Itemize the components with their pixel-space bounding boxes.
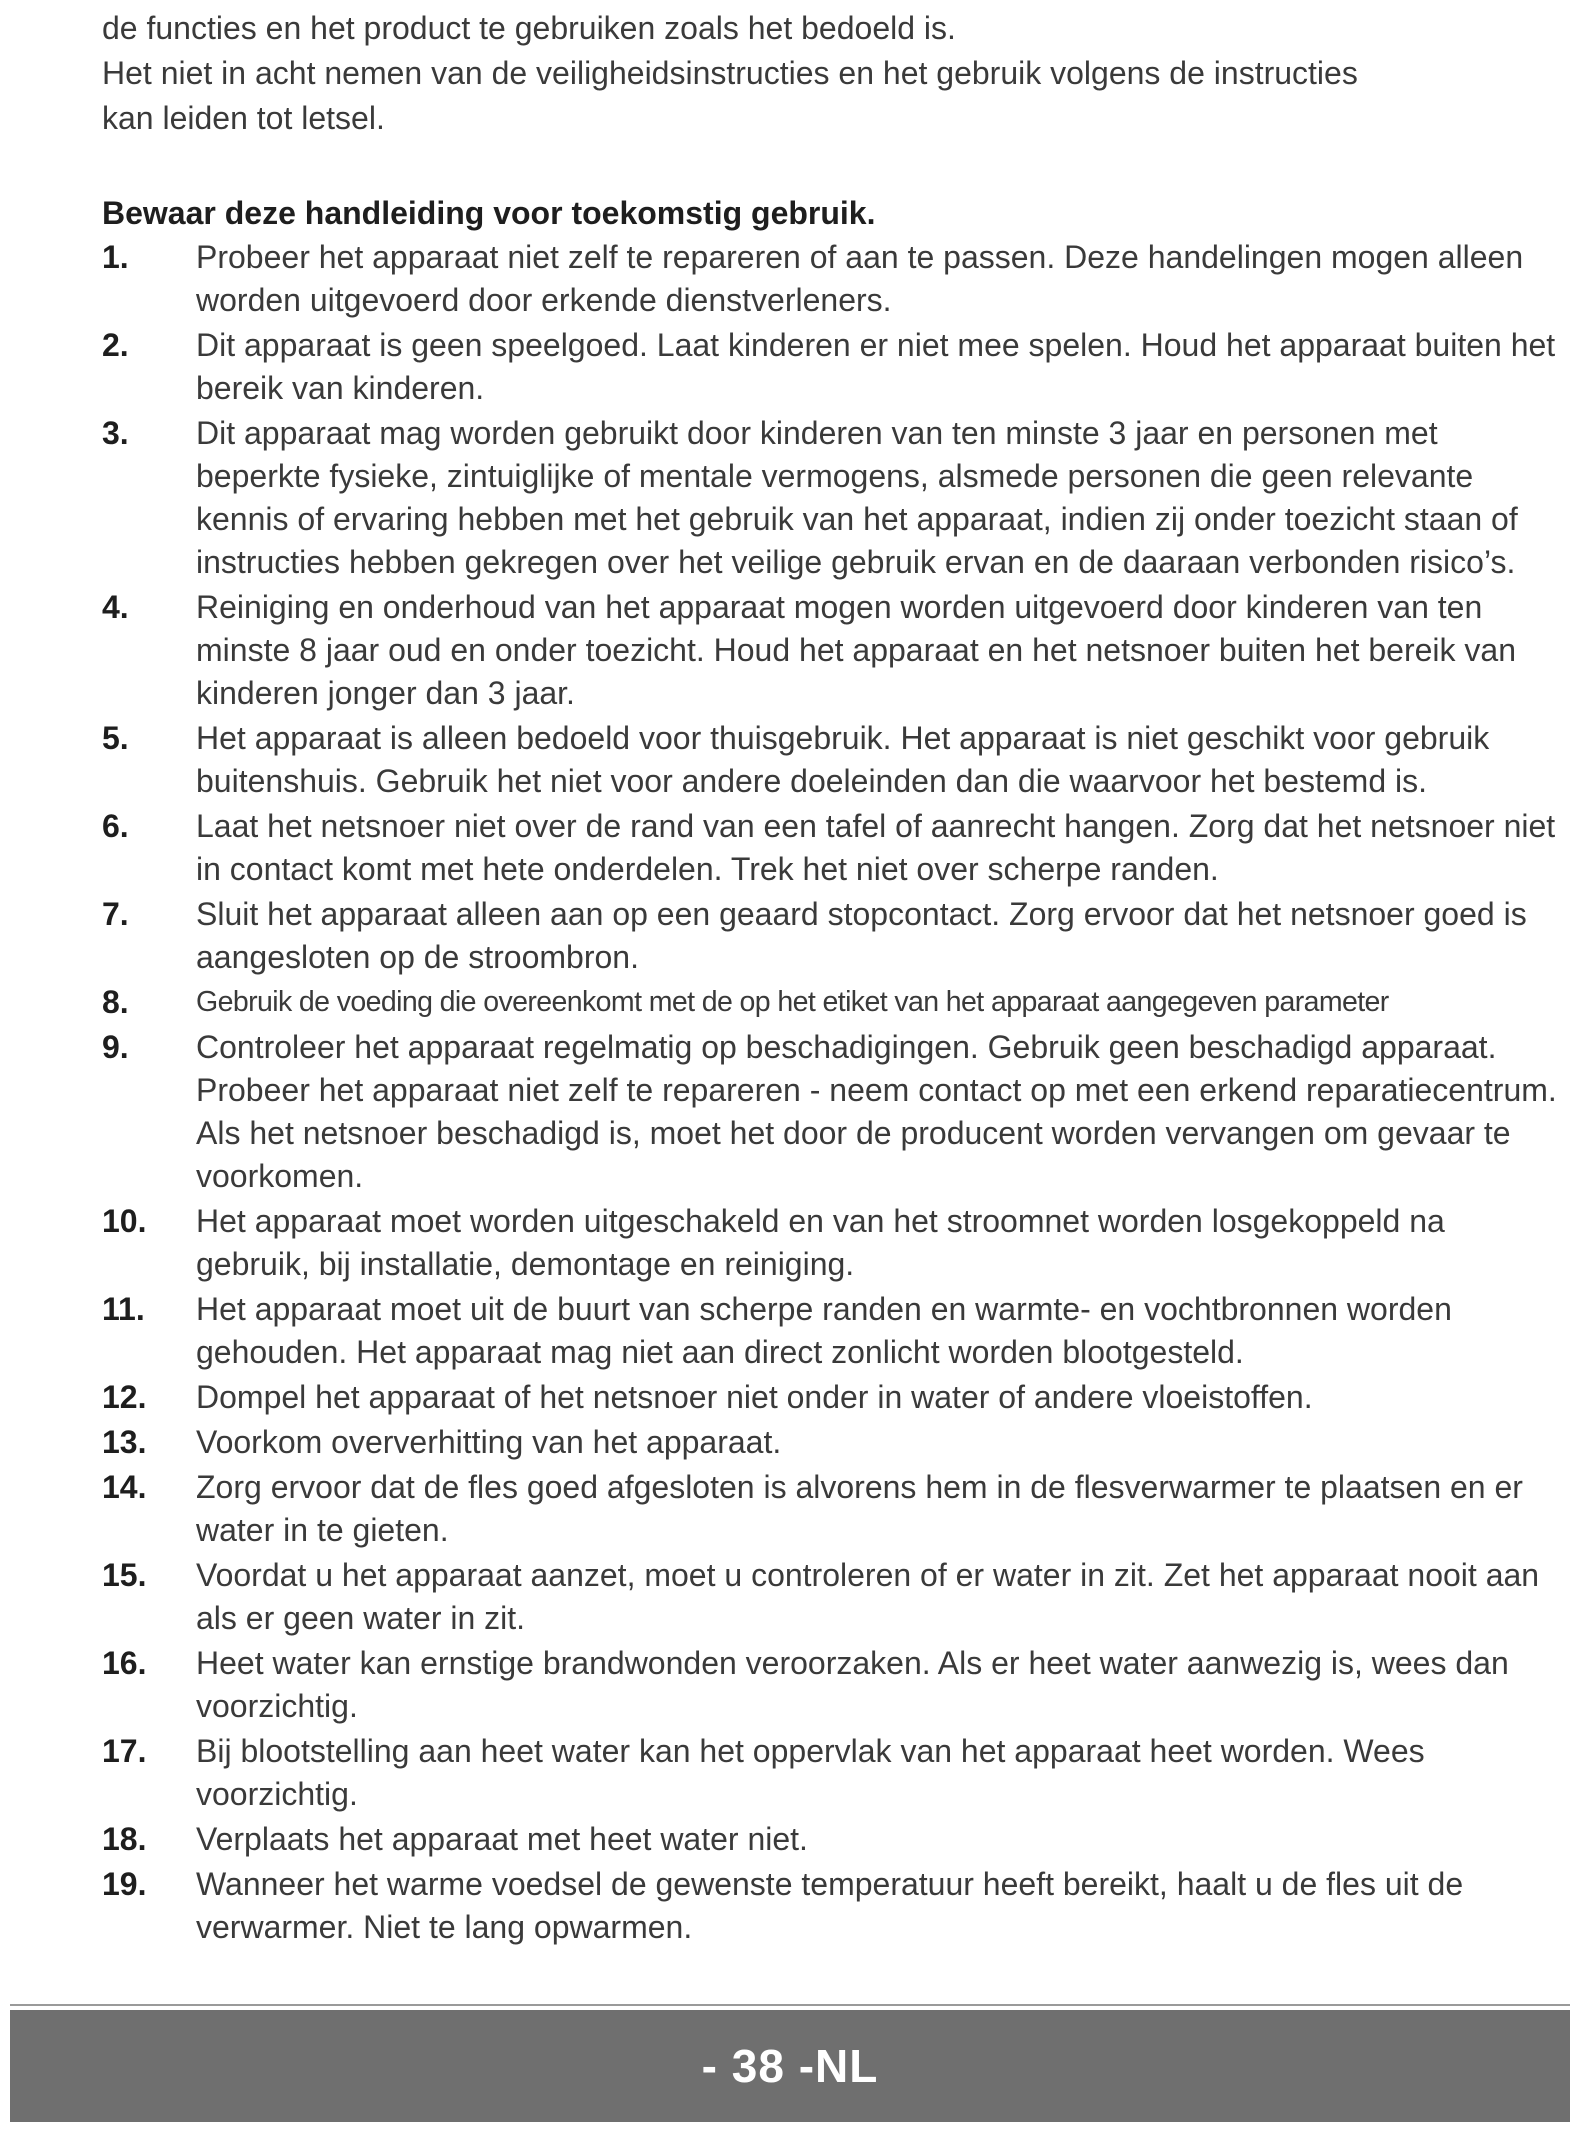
item-number: 7. xyxy=(102,896,129,932)
item-number: 11. xyxy=(102,1291,145,1327)
instruction-item-5 xyxy=(102,717,1562,803)
item-number: 10. xyxy=(102,1203,147,1239)
item-text: Voordat u het apparaat aanzet, moet u controleren of er water in zit. Zet het apparaat nooit aan als er geen water in zit. xyxy=(196,1557,1540,1636)
item-number: 14. xyxy=(102,1469,147,1505)
item-text: Reiniging en onderhoud van het apparaat mogen worden uitgevoerd door kinderen van ten minste 8 jaar oud en onder toezicht. Houd het apparaat en het netsnoer buiten het bereik van kinderen jonger dan 3 jaar. xyxy=(196,589,1516,711)
instruction-item-15 xyxy=(102,1554,1562,1640)
instruction-item-13 xyxy=(102,1421,1562,1464)
item-text: Controleer het apparaat regelmatig op beschadigingen. Gebruik geen beschadigd apparaat. Probeer het apparaat niet zelf te repareren - neem contact op met een erkend reparatiecentrum. Als het netsnoer beschadigd is, moet het door de producent worden vervangen om gevaar te voorkomen. xyxy=(196,1029,1557,1194)
item-number: 19. xyxy=(102,1866,147,1902)
section-heading: Bewaar deze handleiding voor toekomstig gebruik. xyxy=(102,195,876,231)
item-number: 17. xyxy=(102,1733,147,1769)
item-text: Dompel het apparaat of het netsnoer niet onder in water of andere vloeistoffen. xyxy=(196,1379,1313,1415)
page-footer xyxy=(10,2010,1570,2122)
manual-page-content xyxy=(102,6,1562,1951)
item-number: 2. xyxy=(102,327,129,363)
item-text: Sluit het apparaat alleen aan op een geaard stopcontact. Zorg ervoor dat het netsnoer goed is aangesloten op de stroombron. xyxy=(196,896,1527,975)
item-text: Wanneer het warme voedsel de gewenste temperatuur heeft bereikt, haalt u de fles uit de verwarmer. Niet te lang opwarmen. xyxy=(196,1866,1464,1945)
item-text: Verplaats het apparaat met heet water niet. xyxy=(196,1821,808,1857)
item-text: Laat het netsnoer niet over de rand van een tafel of aanrecht hangen. Zorg dat het netsnoer niet in contact komt met hete onderdelen. Trek het niet over scherpe randen. xyxy=(196,808,1556,887)
item-number: 6. xyxy=(102,808,129,844)
item-number: 4. xyxy=(102,589,129,625)
instruction-item-7 xyxy=(102,893,1562,979)
item-text: Bij blootstelling aan heet water kan het oppervlak van het apparaat heet worden. Wees voorzichtig. xyxy=(196,1733,1425,1812)
item-text: Voorkom oververhitting van het apparaat. xyxy=(196,1424,782,1460)
item-number: 13. xyxy=(102,1424,147,1460)
footer-divider xyxy=(10,2004,1570,2006)
instruction-item-8 xyxy=(102,981,1562,1024)
instruction-item-19 xyxy=(102,1863,1562,1949)
instruction-item-16 xyxy=(102,1642,1562,1728)
item-number: 9. xyxy=(102,1029,129,1065)
item-number: 1. xyxy=(102,239,129,275)
instruction-item-9 xyxy=(102,1026,1562,1198)
item-text: Heet water kan ernstige brandwonden veroorzaken. Als er heet water aanwezig is, wees dan voorzichtig. xyxy=(196,1645,1509,1724)
instruction-item-14 xyxy=(102,1466,1562,1552)
intro-line-1: de functies en het product te gebruiken zoals het bedoeld is. xyxy=(102,10,956,46)
instruction-item-17 xyxy=(102,1730,1562,1816)
instruction-item-12 xyxy=(102,1376,1562,1419)
item-number: 3. xyxy=(102,415,129,451)
intro-line-3: kan leiden tot letsel. xyxy=(102,100,385,136)
item-text: Het apparaat is alleen bedoeld voor thuisgebruik. Het apparaat is niet geschikt voor gebruik buitenshuis. Gebruik het niet voor andere doeleinden dan die waarvoor het bestemd is. xyxy=(196,720,1490,799)
item-text: Dit apparaat mag worden gebruikt door kinderen van ten minste 3 jaar en personen met beperkte fysieke, zintuiglijke of mentale vermogens, alsmede personen die geen relevante kennis of ervaring hebben met het gebruik van het apparaat, indien zij onder toezicht staan of instructies hebben gekregen over het veilige gebruik ervan en de daaraan verbonden risico’s. xyxy=(196,415,1518,580)
instruction-item-10 xyxy=(102,1200,1562,1286)
instruction-item-6 xyxy=(102,805,1562,891)
intro-line-2: Het niet in acht nemen van de veiligheidsinstructies en het gebruik volgens de instructies xyxy=(102,55,1358,91)
instruction-item-4 xyxy=(102,586,1562,715)
item-number: 8. xyxy=(102,984,129,1020)
item-text: Zorg ervoor dat de fles goed afgesloten is alvorens hem in de flesverwarmer te plaatsen en er water in te gieten. xyxy=(196,1469,1523,1548)
item-text: Het apparaat moet worden uitgeschakeld en van het stroomnet worden losgekoppeld na gebruik, bij installatie, demontage en reiniging. xyxy=(196,1203,1445,1282)
page-number: - 38 -NL xyxy=(701,2040,879,2092)
item-number: 16. xyxy=(102,1645,147,1681)
instruction-item-2 xyxy=(102,324,1562,410)
item-number: 5. xyxy=(102,720,129,756)
instruction-item-18 xyxy=(102,1818,1562,1861)
instruction-item-11 xyxy=(102,1288,1562,1374)
item-text: Probeer het apparaat niet zelf te repareren of aan te passen. Deze handelingen mogen alleen worden uitgevoerd door erkende dienstverleners. xyxy=(196,239,1524,318)
item-number: 12. xyxy=(102,1379,147,1415)
safety-instruction-list xyxy=(102,236,1562,1949)
instruction-item-3 xyxy=(102,412,1562,584)
item-text: Gebruik de voeding die overeenkomt met de op het etiket van het apparaat aangegeven parameter xyxy=(196,986,1389,1018)
item-text: Dit apparaat is geen speelgoed. Laat kinderen er niet mee spelen. Houd het apparaat buiten het bereik van kinderen. xyxy=(196,327,1556,406)
item-text: Het apparaat moet uit de buurt van scherpe randen en warmte- en vochtbronnen worden gehouden. Het apparaat mag niet aan direct zonlicht worden blootgesteld. xyxy=(196,1291,1452,1370)
item-number: 15. xyxy=(102,1557,147,1593)
item-number: 18. xyxy=(102,1821,147,1857)
instruction-item-1 xyxy=(102,236,1562,322)
